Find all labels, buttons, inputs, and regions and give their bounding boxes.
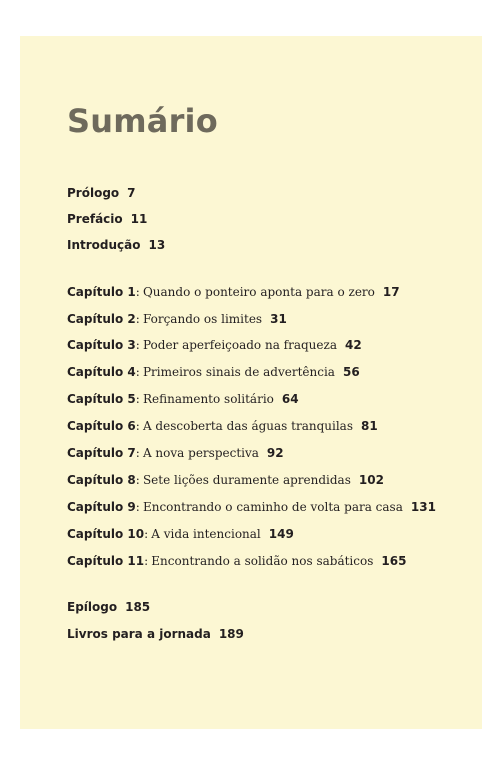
chapter-page: 31 — [270, 312, 287, 326]
chapter-label: Capítulo 2 — [67, 312, 136, 326]
chapter-page: 165 — [381, 554, 407, 568]
chapter-page: 131 — [410, 500, 436, 514]
entry-label: Prólogo — [67, 186, 120, 200]
toc-entry-chapter-8 — [67, 472, 384, 488]
chapter-page: 81 — [360, 419, 378, 433]
toc-entry-chapter-9 — [67, 499, 436, 515]
entry-label: Epílogo — [67, 600, 118, 614]
toc-entry-introducao — [67, 237, 165, 253]
entry-label: Livros para a jornada — [67, 627, 211, 641]
toc-entry-chapter-10 — [67, 526, 294, 542]
entry-label: Introdução — [67, 238, 141, 252]
separator: : — [135, 392, 140, 406]
chapter-page: 92 — [266, 446, 284, 460]
chapter-page: 102 — [358, 473, 384, 487]
chapter-page: 149 — [268, 527, 294, 541]
chapter-page: 64 — [281, 392, 299, 406]
entry-label: Prefácio — [67, 212, 123, 226]
chapter-label: Capítulo 11 — [67, 554, 145, 568]
separator: : — [135, 473, 140, 487]
separator: : — [144, 527, 149, 541]
toc-entry-prefacio — [67, 211, 147, 227]
chapter-label: Capítulo 10 — [67, 527, 145, 541]
separator: : — [144, 554, 149, 568]
entry-page: 11 — [130, 212, 148, 226]
chapter-label: Capítulo 5 — [67, 392, 136, 406]
separator: : — [135, 312, 140, 326]
toc-entry-chapter-3 — [67, 337, 362, 353]
chapter-label: Capítulo 7 — [67, 446, 136, 460]
separator: : — [135, 285, 140, 299]
chapter-title: A descoberta das águas tranquilas — [142, 419, 353, 433]
chapter-title: Encontrando o caminho de volta para casa — [142, 500, 403, 514]
chapter-title: Quando o ponteiro aponta para o zero — [142, 285, 375, 299]
chapter-title: Primeiros sinais de advertência — [142, 365, 335, 379]
toc-entry-livros — [67, 626, 244, 642]
chapter-page: 56 — [342, 365, 360, 379]
toc-entry-chapter-2 — [67, 311, 287, 327]
book-page — [20, 36, 482, 729]
chapter-title: Forçando os limites — [142, 312, 263, 326]
chapter-title: Refinamento solitário — [142, 392, 274, 406]
chapter-title: Sete lições duramente aprendidas — [142, 473, 351, 487]
chapter-label: Capítulo 8 — [67, 473, 136, 487]
toc-entry-epilogo — [67, 599, 150, 615]
chapter-title: A vida intencional — [151, 527, 261, 541]
chapter-title: A nova perspectiva — [142, 446, 259, 460]
toc-entry-chapter-5 — [67, 391, 299, 407]
entry-page: 13 — [148, 238, 166, 252]
separator: : — [135, 446, 140, 460]
chapter-page: 17 — [382, 285, 400, 299]
chapter-title: Poder aperfeiçoado na fraqueza — [142, 338, 337, 352]
toc-entry-chapter-6 — [67, 418, 378, 434]
page-title: Sumário — [67, 102, 218, 140]
entry-page: 189 — [218, 627, 244, 641]
entry-page: 7 — [127, 186, 136, 200]
separator: : — [135, 338, 140, 352]
chapter-title: Encontrando a solidão nos sabáticos — [151, 554, 374, 568]
entry-page: 185 — [125, 600, 151, 614]
chapter-label: Capítulo 1 — [67, 285, 136, 299]
chapter-page: 42 — [345, 338, 362, 352]
chapter-label: Capítulo 9 — [67, 500, 136, 514]
separator: : — [135, 365, 140, 379]
chapter-label: Capítulo 6 — [67, 419, 136, 433]
toc-entry-prologo — [67, 185, 136, 201]
separator: : — [135, 419, 140, 433]
toc-entry-chapter-1 — [67, 284, 400, 300]
chapter-label: Capítulo 4 — [67, 365, 136, 379]
toc-entry-chapter-4 — [67, 364, 360, 380]
toc-entry-chapter-7 — [67, 445, 284, 461]
separator: : — [135, 500, 140, 514]
toc-entry-chapter-11 — [67, 553, 406, 569]
chapter-label: Capítulo 3 — [67, 338, 136, 352]
